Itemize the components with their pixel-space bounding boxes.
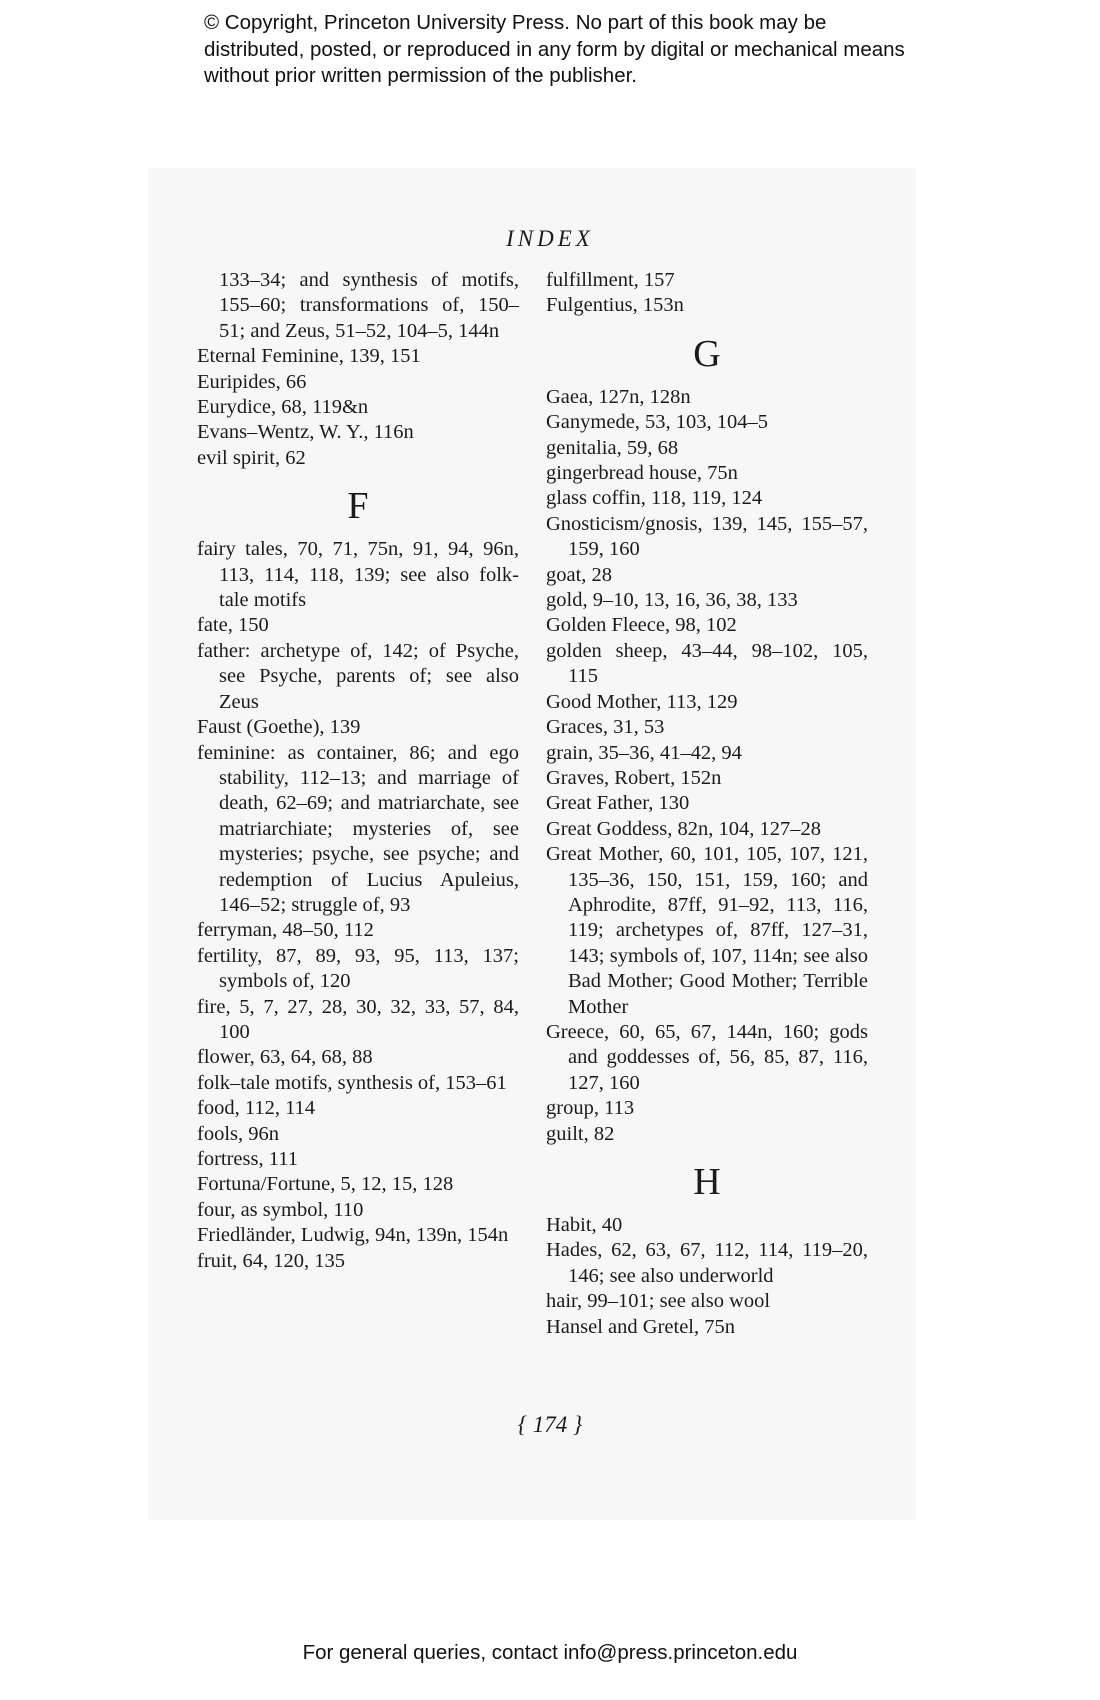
index-entry: fortress, 111	[197, 1148, 298, 1170]
index-entry: genitalia, 59, 68	[546, 436, 679, 459]
index-entry: guilt, 82	[546, 1122, 615, 1145]
index-entry: fairy tales, 70, 71, 75n, 91, 94, 96n, 113, 114, 118, 139; see also folk-tale motifs	[197, 538, 519, 612]
index-entry: Eurydice, 68, 119&n	[197, 396, 369, 419]
index-entry: Friedländer, Ludwig, 94n, 139n, 154n	[197, 1224, 509, 1247]
footer-contact: For general queries, contact info@press.princeton.edu	[302, 1641, 798, 1664]
index-entry: Gnosticism/gnosis, 139, 145, 155–57, 159, 160	[546, 512, 868, 561]
index-entry: Great Mother, 60, 101, 105, 107, 121, 135–36, 150, 151, 159, 160; and Aphrodite, 87ff, 91–92, 113, 116, 119; archetypes of, 87ff, 127–31, 143; symbols of, 107, 114n; see also Bad Mother; Good Mother; Terrible Mother	[546, 843, 868, 1018]
index-entry: Good Mother, 113, 129	[546, 690, 738, 713]
index-entry: Graves, Robert, 152n	[546, 766, 722, 789]
index-entry: Golden Fleece, 98, 102	[546, 614, 737, 637]
index-entry: fate, 150	[197, 614, 269, 637]
index-entry: flower, 63, 64, 68, 88	[197, 1046, 373, 1069]
index-entry: glass coffin, 118, 119, 124	[546, 487, 763, 510]
index-entry: golden sheep, 43–44, 98–102, 105, 115	[546, 639, 868, 688]
index-entry: Fulgentius, 153n	[546, 294, 684, 317]
index-entry: Faust (Goethe), 139	[197, 716, 361, 739]
index-entry-continued: 133–34; and synthesis of motifs, 155–60; transformations of, 150–51; and Zeus, 51–52, 104–5, 144n	[219, 269, 519, 342]
index-entry: Ganymede, 53, 103, 104–5	[546, 411, 769, 434]
index-entry: hair, 99–101; see also wool	[546, 1290, 771, 1313]
index-entry: gingerbread house, 75n	[546, 462, 738, 485]
section-letter-g: G	[693, 332, 721, 375]
section-letter-f: F	[347, 485, 369, 528]
section-letter-h: H	[693, 1161, 721, 1203]
page-number: { 174 }	[517, 1412, 583, 1437]
index-entry: Eternal Feminine, 139, 151	[197, 345, 421, 368]
index-entry: four, as symbol, 110	[197, 1198, 364, 1221]
index-entry: Fortuna/Fortune, 5, 12, 15, 128	[197, 1173, 454, 1196]
index-entry: Great Father, 130	[546, 792, 690, 815]
index-entry: Habit, 40	[546, 1214, 623, 1236]
index-entry: group, 113	[546, 1097, 635, 1120]
index-entry: father: archetype of, 142; of Psyche, see Psyche, parents of; see also Zeus	[197, 639, 519, 713]
index-entry: fire, 5, 7, 27, 28, 30, 32, 33, 57, 84, 100	[197, 995, 519, 1043]
index-entry: evil spirit, 62	[197, 446, 306, 469]
index-entry: feminine: as container, 86; and ego stability, 112–13; and marriage of death, 62–69; and matriarchate, see matriarchiate; mysteries of, see mysteries; psyche, see psyche; and redemption of Lucius Apuleius, 146–52; struggle of, 93	[197, 741, 519, 916]
index-entry: Hades, 62, 63, 67, 112, 114, 119–20, 146; see also underworld	[546, 1239, 868, 1287]
index-entry: goat, 28	[546, 563, 613, 586]
index-entry: Evans–Wentz, W. Y., 116n	[197, 421, 414, 444]
index-entry: fruit, 64, 120, 135	[197, 1249, 346, 1272]
index-entry: fertility, 87, 89, 93, 95, 113, 137; symbols of, 120	[197, 944, 519, 993]
index-entry: ferryman, 48–50, 112	[197, 919, 374, 942]
index-left-column	[197, 268, 519, 1274]
index-entry: food, 112, 114	[197, 1097, 316, 1120]
copyright-notice: © Copyright, Princeton University Press. No part of this book may be distributed, posted, or reproduced in any form by digital or mechanical means without prior written permission of the publisher.	[204, 11, 905, 87]
index-entry: Euripides, 66	[197, 370, 307, 393]
index-right-column	[546, 268, 868, 1340]
index-entry: folk–tale motifs, synthesis of, 153–61	[197, 1071, 507, 1094]
index-entry: gold, 9–10, 13, 16, 36, 38, 133	[546, 589, 798, 612]
index-entry: fools, 96n	[197, 1122, 279, 1145]
index-entry: Graces, 31, 53	[546, 716, 665, 739]
index-entry: Hansel and Gretel, 75n	[546, 1315, 735, 1338]
index-entry: fulfillment, 157	[546, 269, 675, 291]
index-entry: Gaea, 127n, 128n	[546, 385, 691, 408]
index-entry: Greece, 60, 65, 67, 144n, 160; gods and goddesses of, 56, 85, 87, 116, 127, 160	[546, 1020, 868, 1094]
index-entry: Great Goddess, 82n, 104, 127–28	[546, 817, 822, 840]
index-entry: grain, 35–36, 41–42, 94	[546, 741, 742, 764]
index-heading: INDEX	[506, 226, 594, 251]
